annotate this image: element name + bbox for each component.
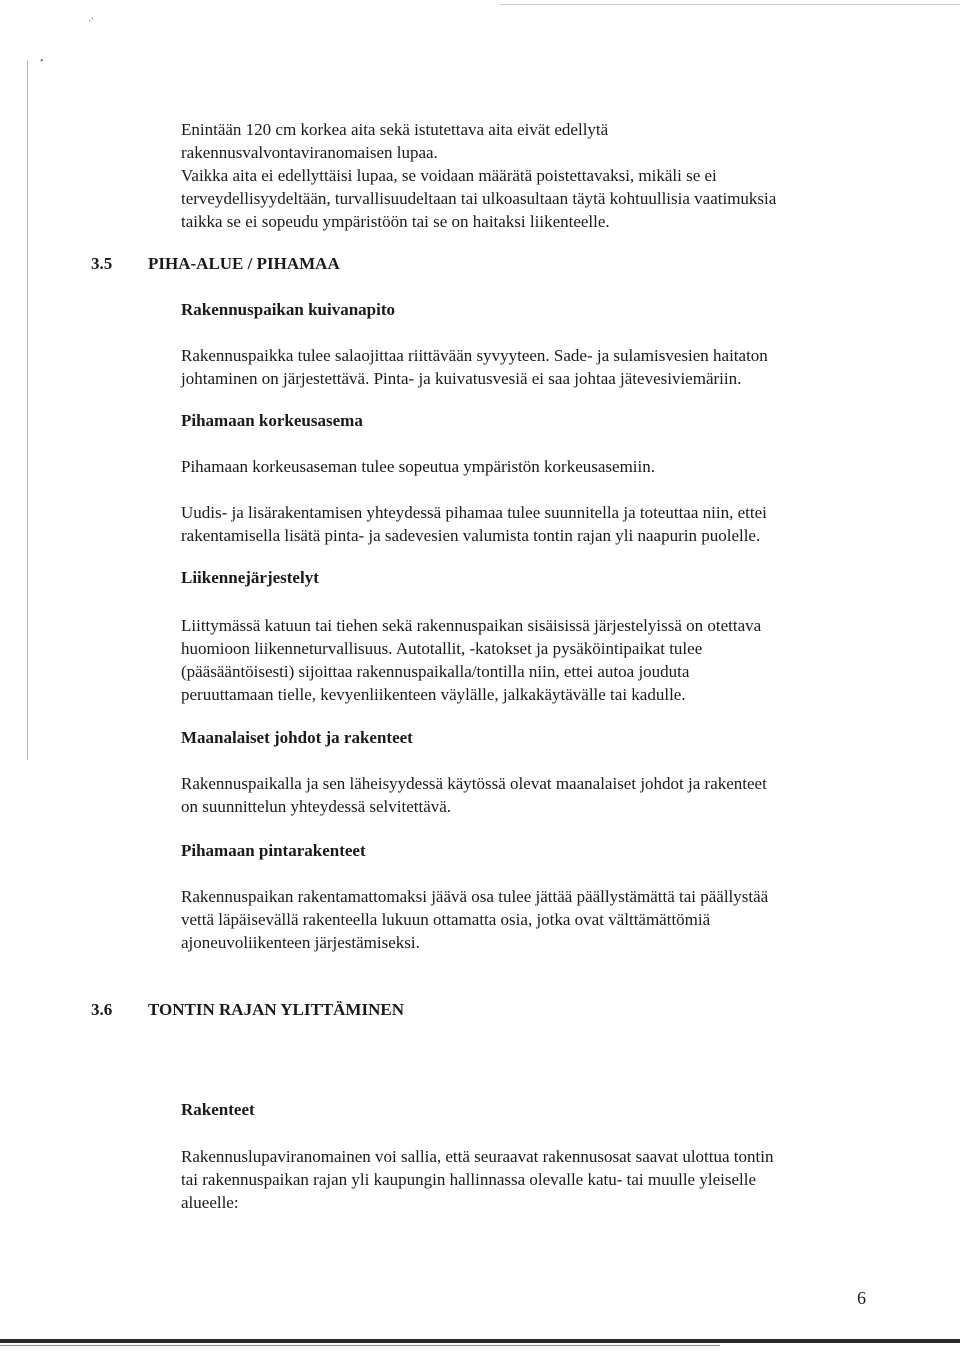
scan-edge-line bbox=[27, 60, 28, 760]
body-line: ajoneuvoliikenteen järjestämiseksi. bbox=[181, 933, 420, 952]
intro-line: rakennusvalvontaviranomaisen lupaa. bbox=[181, 143, 438, 162]
body-line: Rakennuspaikalla ja sen läheisyydessä käytössä olevat maanalaiset johdot ja rakenteet bbox=[181, 774, 767, 793]
body-line: tai rakennuspaikan rajan yli kaupungin hallinnassa olevalle katu- tai muulle yleiselle bbox=[181, 1170, 756, 1189]
section-title: PIHA-ALUE / PIHAMAA bbox=[148, 254, 340, 273]
section-title: TONTIN RAJAN YLITTÄMINEN bbox=[148, 1000, 404, 1019]
subsection-heading: Pihamaan korkeusasema bbox=[181, 411, 363, 430]
body-line: johtaminen on järjestettävä. Pinta- ja kuivatusvesiä ei saa johtaa jätevesiviemäriin. bbox=[181, 369, 742, 388]
scan-edge-line bbox=[500, 4, 960, 5]
scan-edge-line bbox=[0, 1339, 960, 1343]
body-line: (pääsääntöisesti) sijoittaa rakennuspaikalla/tontilla niin, ettei autoa jouduta bbox=[181, 662, 690, 681]
body-line: Pihamaan korkeusaseman tulee sopeutua ympäristön korkeusasemiin. bbox=[181, 457, 655, 476]
subsection-heading: Liikennejärjestelyt bbox=[181, 568, 319, 587]
body-line: Uudis- ja lisärakentamisen yhteydessä pihamaa tulee suunnitella ja toteuttaa niin, ettei bbox=[181, 503, 767, 522]
intro-line: Vaikka aita ei edellyttäisi lupaa, se voidaan määrätä poistettavaksi, mikäli se ei bbox=[181, 166, 717, 185]
intro-line: taikka se ei sopeudu ympäristöön tai se on haitaksi liikenteelle. bbox=[181, 212, 610, 231]
body-line: Rakennuspaikka tulee salaojittaa riittävään syvyyteen. Sade- ja sulamisvesien haitaton bbox=[181, 346, 768, 365]
scan-edge-line bbox=[0, 1345, 720, 1346]
scan-speck: ·' bbox=[88, 16, 94, 27]
subsection-heading: Maanalaiset johdot ja rakenteet bbox=[181, 728, 413, 747]
body-line: rakentamisella lisätä pinta- ja sadevesien valumista tontin rajan yli naapurin puolelle. bbox=[181, 526, 761, 545]
scan-speck: • bbox=[40, 56, 44, 67]
intro-line: terveydellisyydeltään, turvallisuudeltaan tai ulkoasultaan täytä kohtuullisia vaatimuksia bbox=[181, 189, 777, 208]
intro-line: Enintään 120 cm korkea aita sekä istutettava aita eivät edellytä bbox=[181, 120, 609, 139]
body-line: peruuttamaan tielle, kevyenliikenteen väylälle, jalkakäytävälle tai kadulle. bbox=[181, 685, 686, 704]
section-number: 3.5 bbox=[91, 254, 113, 273]
body-line: vettä läpäisevällä rakenteella lukuun ottamatta osia, jotka ovat välttämättömiä bbox=[181, 910, 711, 929]
subsection-heading: Rakenteet bbox=[181, 1100, 255, 1119]
body-line: huomioon liikenneturvallisuus. Autotallit, -katokset ja pysäköintipaikat tulee bbox=[181, 639, 703, 658]
page-number: 6 bbox=[857, 1288, 866, 1308]
subsection-heading: Pihamaan pintarakenteet bbox=[181, 841, 366, 860]
body-line: alueelle: bbox=[181, 1193, 239, 1212]
subsection-heading: Rakennuspaikan kuivanapito bbox=[181, 300, 396, 319]
body-line: Liittymässä katuun tai tiehen sekä rakennuspaikan sisäisissä järjestelyissä on otettava bbox=[181, 616, 762, 635]
section-number: 3.6 bbox=[91, 1000, 113, 1019]
body-line: on suunnittelun yhteydessä selvitettävä. bbox=[181, 797, 452, 816]
body-line: Rakennuslupaviranomainen voi sallia, että seuraavat rakennusosat saavat ulottua tontin bbox=[181, 1147, 774, 1166]
body-line: Rakennuspaikan rakentamattomaksi jäävä osa tulee jättää päällystämättä tai päällystää bbox=[181, 887, 769, 906]
